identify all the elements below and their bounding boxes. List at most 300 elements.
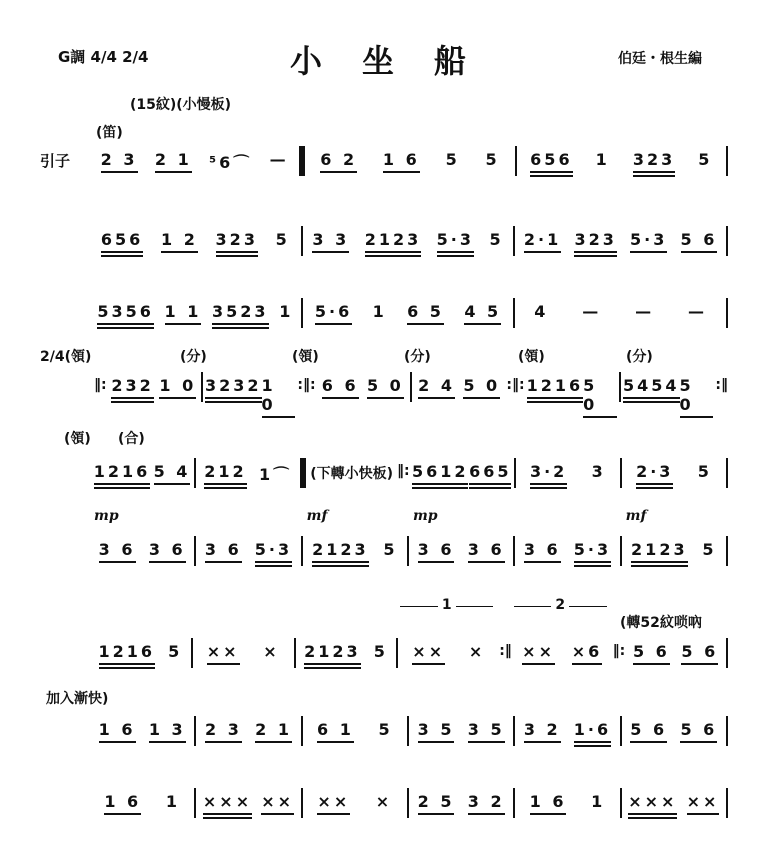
beam-underline (383, 171, 420, 173)
measure (527, 372, 617, 418)
beam-underline (633, 663, 670, 665)
note-group: 5·3 (255, 536, 292, 567)
beam-underline (365, 255, 422, 257)
beam-underline (312, 251, 349, 253)
page-title: 小坐船 (290, 42, 507, 80)
note-group: 323 (216, 226, 258, 257)
note-group: 3 6 (205, 536, 242, 563)
note-group: 5 (445, 150, 460, 169)
note-group: — (269, 150, 289, 169)
beam-underline (207, 663, 240, 665)
beam-underline (149, 741, 186, 743)
beam-underline (203, 813, 252, 815)
part-label: (分) (404, 349, 431, 365)
note-group: 5 4 (154, 458, 191, 485)
note-group: 3 6 (524, 536, 561, 563)
note-group: 5 (275, 230, 290, 249)
beam-underline (681, 663, 718, 665)
part-label: (領) (64, 431, 91, 447)
measure (305, 716, 405, 743)
barline (515, 146, 517, 176)
barline (620, 536, 622, 566)
barline (726, 298, 728, 328)
note-group: 1 0 (262, 372, 296, 418)
barline (201, 372, 203, 402)
note-group: 1 1 (165, 298, 202, 325)
barline (294, 638, 296, 668)
note-group: 5·6 (315, 298, 352, 325)
beam-underline (261, 813, 294, 815)
barline (726, 638, 728, 668)
note-group: × (263, 642, 280, 661)
measure (198, 716, 298, 743)
measure (195, 638, 292, 665)
beam-underline (407, 323, 444, 325)
part-label: (合) (118, 431, 145, 447)
note-group: 2123 (631, 536, 688, 567)
measure (92, 638, 189, 669)
barline (194, 788, 196, 818)
repeat-sign: :‖ (499, 643, 512, 659)
beam-underline (630, 741, 667, 743)
instrument-label: (笛) (96, 125, 123, 141)
notation-row (40, 788, 730, 818)
note-group: 5·3 (574, 536, 611, 567)
measure (318, 372, 408, 399)
beam-underline (104, 813, 141, 815)
note-group: × (375, 792, 393, 811)
beam-underline (212, 323, 269, 325)
barline (301, 226, 303, 256)
beam-underline (365, 251, 422, 253)
note-group: 1 6 (99, 716, 136, 743)
measure (517, 716, 617, 747)
beam-underline (412, 663, 445, 665)
beam-underline (530, 483, 567, 485)
measure (198, 458, 298, 489)
measure (109, 372, 199, 403)
note-group: ×× (687, 788, 720, 815)
beam-underline (583, 416, 617, 418)
note-group: 5 (373, 642, 388, 661)
beam-underline (527, 401, 584, 403)
note-group: 2123 (304, 638, 361, 669)
part-label: (分) (626, 349, 653, 365)
note-group: 5 6 (681, 226, 718, 253)
note-group: 212 (204, 458, 246, 489)
measure (198, 536, 298, 567)
note-group: 4 5 (464, 298, 501, 325)
barline (513, 536, 515, 566)
barline (301, 716, 303, 746)
beam-underline (631, 565, 688, 567)
barline (301, 298, 303, 328)
measure (414, 372, 504, 399)
row-prefix (40, 638, 92, 642)
measure (92, 508, 192, 563)
note-group: 3 2 (524, 716, 561, 743)
note-group: ⁵6⌒ (209, 153, 253, 172)
note-group: 1 (279, 302, 294, 321)
beam-underline (312, 565, 369, 567)
measure (518, 458, 618, 489)
note-group: 656 (530, 146, 572, 177)
note-group: ×× (317, 788, 350, 815)
measure (305, 298, 512, 325)
note-group: 1 (591, 792, 606, 811)
notation-row (40, 226, 730, 256)
beam-underline (161, 251, 198, 253)
measure (514, 597, 611, 665)
notation-row (40, 146, 730, 176)
note-group: 3·2 (530, 458, 567, 489)
note-group: 3 6 (99, 536, 136, 563)
note-group: ×× (207, 638, 240, 665)
barline (726, 536, 728, 566)
measure (411, 508, 511, 563)
beam-underline (524, 741, 561, 743)
barline (191, 638, 193, 668)
beam-underline (154, 483, 191, 485)
tempo-marking: (15紋)(小慢板) (130, 97, 232, 113)
note-group: 1216 (527, 372, 584, 403)
transition-note-cont: 加入漸快) (46, 691, 109, 707)
beam-underline (468, 741, 505, 743)
barline (620, 716, 622, 746)
beam-underline (203, 817, 252, 819)
barline (726, 716, 728, 746)
note-group: 5 0 (367, 372, 404, 399)
note-group: 5 0 (583, 372, 617, 418)
beam-underline (101, 171, 138, 173)
beam-underline (165, 323, 202, 325)
barline (514, 458, 516, 488)
beam-underline (99, 667, 156, 669)
note-group: 1 6 (383, 146, 420, 173)
note-group: ×× (522, 638, 555, 665)
note-group: 6 5 (407, 298, 444, 325)
notation-row (40, 298, 730, 328)
note-group: 6 2 (320, 146, 357, 173)
beam-underline (530, 171, 572, 173)
beam-underline (304, 663, 361, 665)
beam-underline (367, 397, 404, 399)
note-group: 2 1 (255, 716, 292, 743)
note-group: 323 (633, 146, 675, 177)
beam-underline (530, 487, 567, 489)
beam-underline (99, 561, 136, 563)
note-group: 5 6 (681, 638, 718, 665)
beam-underline (205, 397, 262, 399)
measure (198, 788, 298, 819)
beam-underline (216, 251, 258, 253)
dynamic-marking: mp (412, 508, 438, 524)
barline (300, 458, 306, 488)
measure (623, 372, 713, 418)
row-prefix (40, 298, 92, 302)
beam-underline (97, 327, 154, 329)
arranger: 伯廷・根生編 (618, 51, 702, 67)
row-prefix (40, 226, 92, 230)
beam-underline (437, 251, 474, 253)
barline (194, 458, 196, 488)
barline (726, 458, 728, 488)
dynamic-marking: mp (94, 508, 119, 524)
measure (92, 458, 192, 489)
barline (194, 536, 196, 566)
volta-bracket: 1 (400, 606, 493, 623)
barline (407, 788, 409, 818)
beam-underline (155, 171, 192, 173)
beam-underline (628, 813, 677, 815)
beam-underline (418, 741, 455, 743)
note-group: 5·3 (437, 226, 474, 257)
beam-underline (530, 175, 572, 177)
note-group: 2123 (312, 536, 369, 567)
measure (411, 716, 511, 743)
row-prefix (40, 372, 92, 376)
beam-underline (255, 741, 292, 743)
note-group: 1 (372, 302, 387, 321)
notation-row (40, 716, 730, 746)
part-label: 2/4(領) (40, 349, 92, 365)
note-group: 3 6 (149, 536, 186, 563)
note-group: 5612 (412, 458, 469, 489)
measure (624, 458, 724, 489)
note-group: 323 (574, 226, 616, 257)
note-group: 3 3 (312, 226, 349, 253)
barline (513, 298, 515, 328)
beam-underline (437, 255, 474, 257)
beam-underline (633, 171, 675, 173)
measure (517, 226, 724, 257)
measure (92, 716, 192, 743)
note-group: 2·1 (524, 226, 561, 253)
measure (205, 372, 295, 418)
note-group: 1 0 (159, 372, 196, 399)
note-group: 5 (168, 642, 183, 661)
note-group: 5 (485, 150, 500, 169)
repeat-sign: ‖: (612, 643, 626, 659)
barline (513, 716, 515, 746)
row-prefix (40, 458, 92, 462)
note-group: 1 3 (149, 716, 186, 743)
note-group: ×6 (572, 638, 603, 665)
beam-underline (530, 813, 567, 815)
measure (412, 458, 512, 489)
beam-underline (320, 171, 357, 173)
beam-underline (623, 401, 680, 403)
row-prefix (40, 536, 92, 540)
note-group: 5 0 (680, 372, 714, 418)
beam-underline (469, 487, 511, 489)
beam-underline (469, 483, 511, 485)
measure (624, 508, 724, 567)
barline (407, 716, 409, 746)
beam-underline (468, 813, 505, 815)
repeat-sign: :‖ (715, 377, 728, 393)
barline (620, 458, 622, 488)
beam-underline (574, 251, 616, 253)
note-group: 5356 (97, 298, 154, 329)
note-group: 665 (469, 458, 511, 489)
barline (726, 146, 728, 176)
beam-underline (204, 487, 246, 489)
measure (627, 638, 724, 665)
measure (400, 597, 497, 665)
note-group: 2 3 (101, 146, 138, 173)
note-group: 3 (591, 462, 606, 481)
beam-underline (97, 323, 154, 325)
repeat-sign: ‖: (397, 463, 410, 479)
note-group: 1 (595, 150, 610, 169)
beam-underline (101, 255, 143, 257)
beam-underline (216, 255, 258, 257)
barline (513, 226, 515, 256)
barline (194, 716, 196, 746)
note-group: 1216 (99, 638, 156, 669)
beam-underline (317, 741, 354, 743)
measure (519, 146, 724, 177)
note-group: 1 (165, 792, 180, 811)
note-group: × (468, 642, 486, 661)
note-group: 3 6 (418, 536, 455, 563)
beam-underline (255, 561, 292, 563)
note-group: — (635, 302, 655, 321)
transition-note: (轉52紋唢吶 (620, 615, 702, 631)
beam-underline (633, 175, 675, 177)
note-group: 4 (534, 302, 549, 321)
beam-underline (255, 565, 292, 567)
note-group: 5·3 (630, 226, 667, 253)
measure (624, 788, 724, 819)
measure (92, 298, 299, 329)
note-group: 2123 (365, 226, 422, 257)
beam-underline (524, 561, 561, 563)
beam-underline (574, 561, 611, 563)
barline (396, 638, 398, 668)
note-group: 5 6 (630, 716, 667, 743)
beam-underline (304, 667, 361, 669)
beam-underline (680, 416, 714, 418)
note-group: 1⌒ (258, 465, 293, 484)
note-group: 5454 (623, 372, 680, 403)
beam-underline (681, 251, 718, 253)
beam-underline (680, 741, 717, 743)
barline (301, 788, 303, 818)
beam-underline (94, 483, 151, 485)
beam-underline (317, 813, 350, 815)
beam-underline (636, 487, 673, 489)
barline (620, 788, 622, 818)
part-label: (領) (518, 349, 545, 365)
beam-underline (94, 487, 151, 489)
note-group: 6 6 (322, 372, 359, 399)
measure (517, 298, 724, 321)
note-group: 5 0 (463, 372, 500, 399)
note-group: 2 4 (418, 372, 455, 399)
beam-underline (205, 741, 242, 743)
note-group: 5 (378, 720, 393, 739)
beam-underline (101, 251, 143, 253)
beam-underline (159, 397, 196, 399)
measure (92, 146, 297, 173)
notation-row (40, 458, 730, 488)
volta-bracket: 2 (514, 606, 607, 623)
beam-underline (574, 565, 611, 567)
note-group: 232 (111, 372, 153, 403)
note-group: 5 6 (633, 638, 670, 665)
beam-underline (574, 255, 616, 257)
note-group: 3 2 (468, 788, 505, 815)
beam-underline (464, 323, 501, 325)
barline (301, 536, 303, 566)
barline (513, 788, 515, 818)
beam-underline (574, 745, 611, 747)
beam-underline (99, 741, 136, 743)
measure (411, 788, 511, 815)
row-prefix (40, 788, 92, 792)
beam-underline (468, 561, 505, 563)
beam-underline (149, 561, 186, 563)
note-group: 2 5 (418, 788, 455, 815)
beam-underline (687, 813, 720, 815)
barline (726, 226, 728, 256)
beam-underline (111, 401, 153, 403)
measure (624, 716, 724, 743)
note-group: ××× (203, 788, 252, 819)
beam-underline (322, 397, 359, 399)
note-group: 1 2 (161, 226, 198, 253)
note-group: 1 6 (530, 788, 567, 815)
beam-underline (418, 561, 455, 563)
row-prefix: 引子 (40, 152, 71, 170)
barline (619, 372, 621, 402)
measure (307, 146, 512, 173)
beam-underline (315, 323, 352, 325)
note-group: 3 5 (468, 716, 505, 743)
note-group: ××× (628, 788, 677, 819)
beam-underline (262, 416, 296, 418)
note-group: 1216 (94, 458, 151, 489)
note-group: 2 3 (205, 716, 242, 743)
part-label: (領) (292, 349, 319, 365)
beam-underline (312, 561, 369, 563)
note-group: 5 (702, 540, 717, 559)
note-group: 2 1 (155, 146, 192, 173)
note-group: — (582, 302, 602, 321)
measure (517, 536, 617, 567)
beam-underline (412, 487, 469, 489)
measure (298, 638, 395, 669)
repeat-sign: :‖: (506, 377, 525, 393)
beam-underline (204, 483, 246, 485)
row-prefix (40, 716, 92, 720)
note-group: 3523 (212, 298, 269, 329)
beam-underline (628, 817, 677, 819)
repeat-sign: ‖: (94, 377, 107, 393)
dynamic-marking: mf (306, 508, 328, 524)
measure (517, 788, 617, 815)
beam-underline (572, 663, 603, 665)
beam-underline (418, 813, 455, 815)
beam-underline (212, 327, 269, 329)
beam-underline (205, 401, 262, 403)
dynamic-marking: mf (625, 508, 647, 524)
part-label: (分) (180, 349, 207, 365)
barline (407, 536, 409, 566)
measure (92, 226, 299, 257)
